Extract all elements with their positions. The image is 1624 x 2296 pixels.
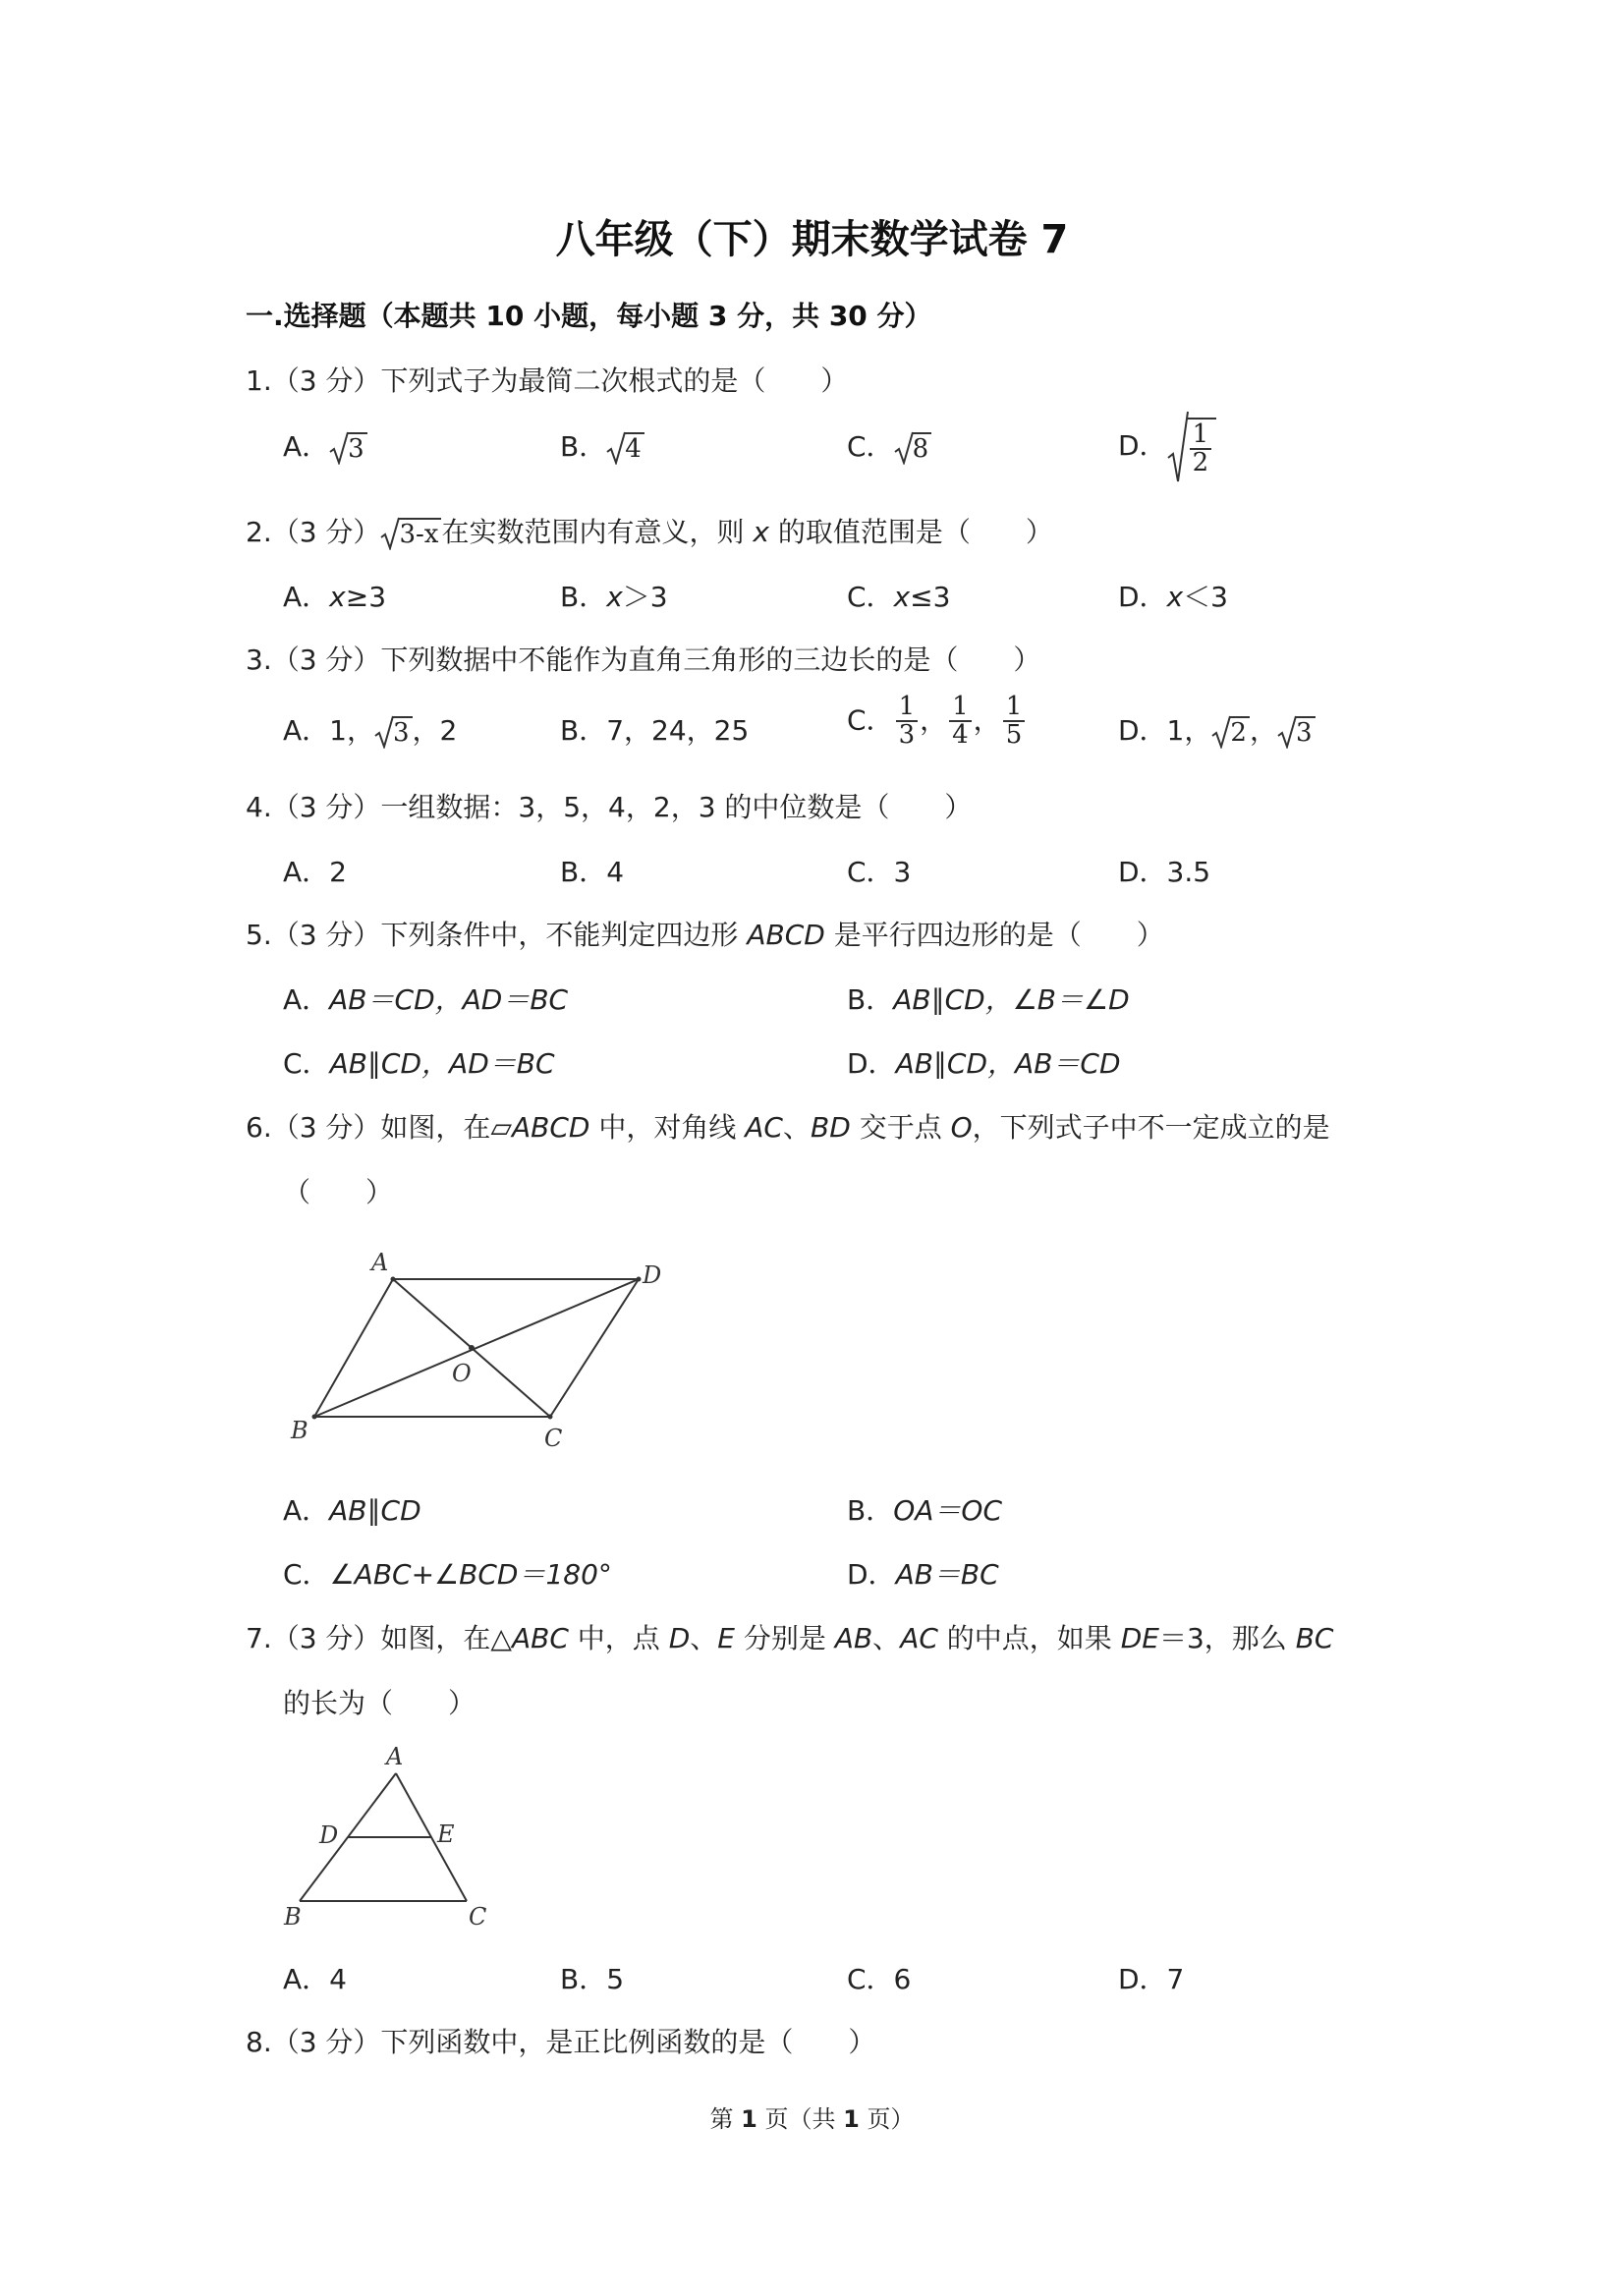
fraction (896, 694, 919, 750)
option-label: B． (560, 430, 607, 463)
q4-option-c: C．3 (847, 856, 912, 888)
option-label: D． (847, 1047, 896, 1080)
q1-option-a (283, 425, 367, 465)
q2-option-b (560, 576, 668, 615)
shape-name: ABC (511, 1622, 569, 1654)
segment-name: BD (811, 1111, 851, 1144)
q5-option-a (283, 979, 568, 1018)
label-a: A (386, 1743, 404, 1770)
point-name: D (668, 1622, 691, 1654)
q6-option-c (283, 1553, 612, 1593)
point-name: E (717, 1622, 735, 1654)
option-label: A． (283, 430, 330, 463)
segment-name: BC (1295, 1622, 1334, 1654)
q1-option-b (560, 425, 644, 465)
question-text: ，下列式子中不一定成立的是 (972, 1111, 1330, 1144)
point-c (548, 1415, 553, 1420)
shape-name: ABCD (747, 919, 825, 951)
question-text: 中，点 (568, 1622, 669, 1654)
label-b: B (291, 1417, 308, 1444)
fraction (1003, 694, 1026, 750)
point-name: O (950, 1111, 973, 1144)
question-text: 中，对角线 (589, 1111, 746, 1144)
radicand: 3 (1295, 716, 1316, 748)
option-text: AB＝BC (895, 1558, 999, 1591)
radicand: 3 (347, 432, 367, 464)
parallelogram-diagram (285, 1240, 678, 1456)
label-c: C (469, 1903, 487, 1931)
option-label: A． (283, 1494, 330, 1527)
variable: x (1166, 581, 1184, 613)
q2-option-a (283, 576, 386, 615)
separator: ， (1249, 714, 1277, 747)
q3-option-c (847, 694, 1027, 750)
option-text: AB∥CD，∠B＝∠D (893, 983, 1130, 1016)
numerator: 1 (1190, 421, 1212, 450)
page-title: 八年级（下）期末数学试卷 7 (555, 217, 1069, 262)
q4-option-a: A．2 (283, 856, 347, 888)
radical-sign-icon (329, 431, 349, 465)
question-8-stem: 8.（3 分）下列函数中，是正比例函数的是（ ） (246, 2026, 876, 2058)
option-text: ，2 (412, 714, 458, 747)
relation: ≥3 (345, 581, 387, 613)
radicand: 8 (912, 432, 932, 464)
variable: x (893, 581, 911, 613)
footer-text: 页） (859, 2105, 915, 2133)
q5-option-b (847, 979, 1130, 1018)
q7-option-b: B．5 (560, 1963, 625, 1995)
separator: ， (973, 703, 1001, 737)
numerator: 1 (896, 694, 919, 722)
relation: ≤3 (910, 581, 951, 613)
radicand: 3-x (398, 518, 441, 549)
question-text: 在实数范围内有意义，则 (441, 516, 754, 548)
q1-option-c (847, 425, 931, 465)
radicand: 3 (392, 716, 413, 748)
question-6-paren: （ ） (283, 1176, 394, 1208)
footer-text: 页（共 (756, 2105, 844, 2133)
point-a (391, 1277, 396, 1282)
radical-sign-icon (1277, 715, 1297, 749)
option-text: ∠ABC+∠BCD＝180° (329, 1558, 612, 1591)
radicand: 2 (1229, 716, 1250, 748)
point-d (637, 1277, 642, 1282)
question-text: ＝3，那么 (1158, 1622, 1296, 1654)
q3-option-a (283, 709, 457, 749)
segment-name: DE (1120, 1622, 1159, 1654)
sqrt-fraction-expression (1167, 411, 1217, 483)
radical-sign-icon (1167, 411, 1189, 483)
page-footer (0, 2100, 1624, 2134)
question-text: 7.（3 分）如图，在△ (246, 1622, 512, 1654)
page-total: 1 (843, 2105, 860, 2133)
radical-sign-icon (374, 715, 394, 749)
q2-option-c (847, 576, 950, 615)
question-7-line-2: 的长为（ ） (283, 1687, 476, 1719)
label-d: D (319, 1821, 339, 1849)
q1-option-d (1118, 411, 1216, 483)
separator: ， (920, 703, 948, 737)
question-3-stem: 3.（3 分）下列数据中不能作为直角三角形的三边长的是（ ） (246, 644, 1041, 676)
radical-sign-icon (380, 517, 400, 550)
option-label: C． (847, 581, 894, 613)
question-6-stem (246, 1106, 1330, 1146)
label-d: D (643, 1261, 662, 1289)
q3-option-d (1118, 709, 1316, 749)
option-text: AB∥CD，AD＝BC (329, 1047, 555, 1080)
segment-name: AB (834, 1622, 873, 1654)
label-o: O (452, 1360, 472, 1387)
radical-sign-icon (1211, 715, 1231, 749)
option-text: OA＝OC (893, 1494, 1003, 1527)
variable: x (753, 516, 769, 548)
sqrt-expression (329, 431, 367, 465)
option-label: C． (847, 703, 894, 737)
option-label: D． (1118, 429, 1167, 462)
question-text: 交于点 (850, 1111, 951, 1144)
segment-name: AC (900, 1622, 938, 1654)
sqrt-expression (894, 431, 932, 465)
denominator: 2 (1192, 448, 1209, 477)
q7-option-d: D．7 (1118, 1963, 1185, 1995)
separator: 、 (872, 1622, 901, 1654)
shape-name: ABCD (511, 1111, 590, 1144)
denominator: 4 (952, 720, 969, 751)
option-text: AB＝CD，AD＝BC (329, 983, 569, 1016)
q3-option-b: B．7，24，25 (560, 714, 750, 747)
option-label: C． (283, 1558, 330, 1591)
sqrt-expression (374, 715, 413, 749)
q7-option-a: A．4 (283, 1963, 347, 1995)
option-text: AB∥CD (329, 1494, 421, 1527)
sqrt-expression (380, 517, 441, 550)
label-b: B (284, 1903, 302, 1931)
sqrt-expression (606, 431, 644, 465)
option-label: A． (283, 581, 330, 613)
option-label: D．1， (1118, 714, 1212, 747)
separator: 、 (690, 1622, 718, 1654)
option-label: D． (847, 1558, 896, 1591)
option-label: B． (847, 983, 894, 1016)
question-1-stem: 1.（3 分）下列式子为最简二次根式的是（ ） (246, 364, 849, 397)
question-text: 是平行四边形的是（ ） (824, 919, 1164, 951)
question-text: 5.（3 分）下列条件中，不能判定四边形 (246, 919, 748, 951)
label-c: C (544, 1425, 563, 1452)
numerator: 1 (1003, 694, 1026, 722)
option-label: C． (283, 1047, 330, 1080)
option-label: A．1， (283, 714, 374, 747)
segment-dc (550, 1279, 639, 1417)
fraction (1190, 421, 1212, 477)
question-prefix: 2.（3 分） (246, 516, 381, 548)
sqrt-expression (1211, 715, 1250, 749)
footer-text: 第 (709, 2105, 742, 2133)
q5-option-d (847, 1042, 1121, 1082)
question-text: 6.（3 分）如图，在 (246, 1111, 491, 1144)
radicand: 4 (624, 432, 644, 464)
q6-option-b (847, 1489, 1002, 1529)
fraction (949, 694, 972, 750)
page-number: 1 (741, 2105, 757, 2133)
diagonal-bd (314, 1279, 639, 1417)
q6-option-d (847, 1553, 999, 1593)
q4-option-b: B．4 (560, 856, 625, 888)
variable: x (329, 581, 346, 613)
q2-option-d (1118, 576, 1228, 615)
option-text: AB∥CD，AB＝CD (895, 1047, 1121, 1080)
denominator: 3 (898, 720, 916, 751)
option-label: B． (847, 1494, 894, 1527)
triangle-diagram (280, 1734, 506, 1931)
option-label: B． (560, 581, 607, 613)
relation: ＜3 (1183, 581, 1228, 613)
question-2-stem (246, 511, 1053, 550)
radical-sign-icon (606, 431, 626, 465)
point-o (469, 1345, 475, 1351)
question-5-stem (246, 914, 1164, 953)
section-heading: 一.选择题（本题共 10 小题，每小题 3 分，共 30 分） (246, 300, 932, 332)
parallelogram-symbol: ▱ (490, 1111, 512, 1144)
q6-option-a (283, 1489, 421, 1529)
question-7-stem (246, 1617, 1333, 1656)
question-text: 的中点，如果 (937, 1622, 1121, 1654)
segment-name: AC (745, 1111, 783, 1144)
radicand (1187, 418, 1217, 477)
segment-ba (314, 1279, 393, 1417)
q5-option-c (283, 1042, 555, 1082)
label-e: E (437, 1820, 455, 1848)
point-b (312, 1415, 317, 1420)
label-a: A (371, 1249, 389, 1276)
separator: 、 (783, 1111, 812, 1144)
relation: ＞3 (622, 581, 668, 613)
variable: x (606, 581, 623, 613)
question-text: 的取值范围是（ ） (768, 516, 1053, 548)
q4-option-d: D．3.5 (1118, 856, 1211, 888)
sqrt-expression (1277, 715, 1316, 749)
option-label: A． (283, 983, 330, 1016)
radical-sign-icon (894, 431, 914, 465)
question-4-stem: 4.（3 分）一组数据：3，5，4，2，3 的中位数是（ ） (246, 791, 973, 823)
q7-option-c: C．6 (847, 1963, 912, 1995)
numerator: 1 (949, 694, 972, 722)
option-label: D． (1118, 581, 1167, 613)
option-label: C． (847, 430, 894, 463)
question-text: 分别是 (734, 1622, 835, 1654)
denominator: 5 (1005, 720, 1023, 751)
